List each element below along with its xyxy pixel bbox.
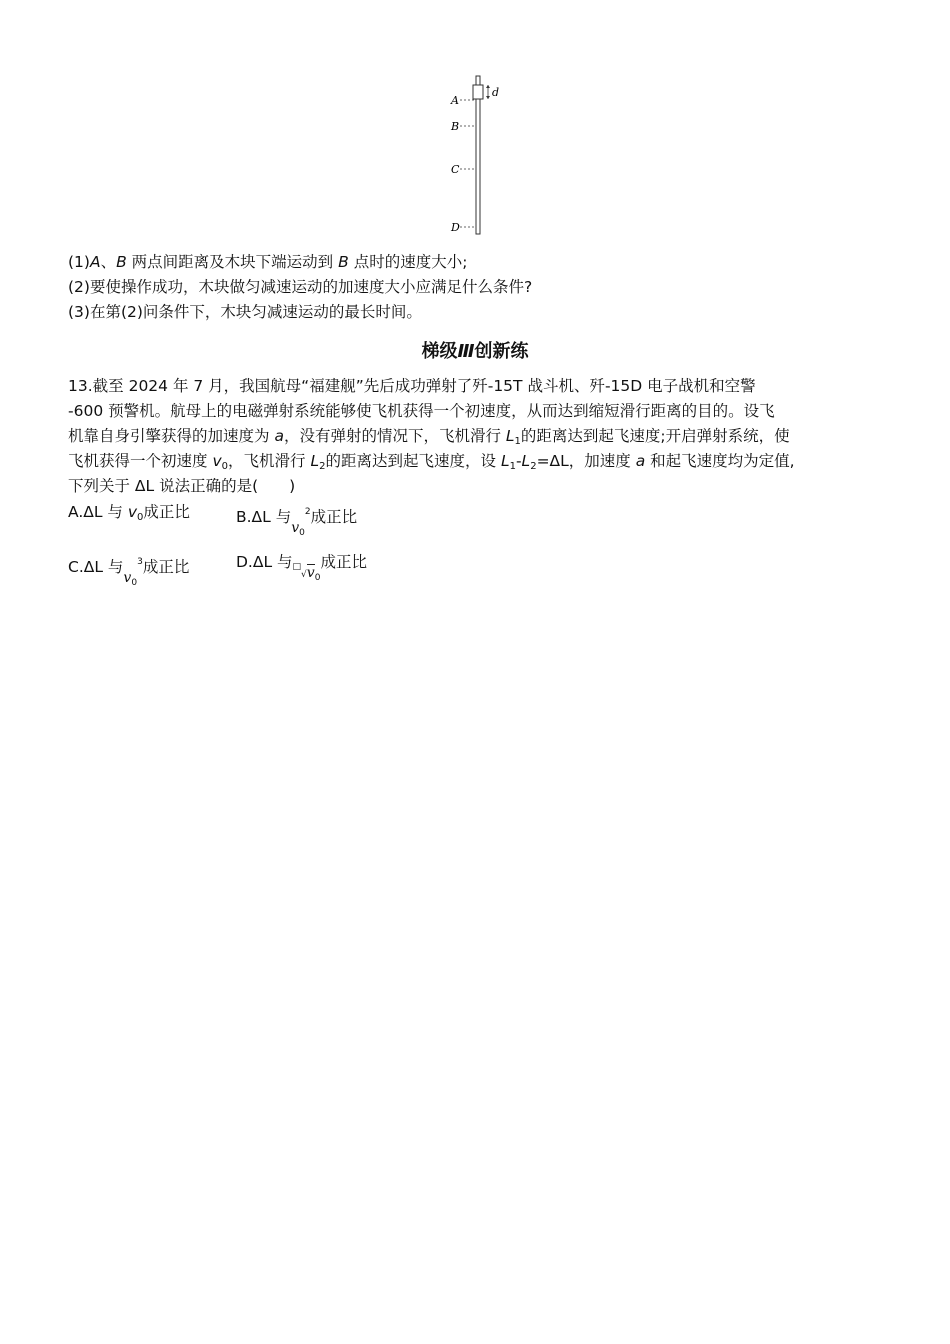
label-d: D <box>451 221 460 234</box>
d-arrow-bottom <box>486 96 490 99</box>
option-d[interactable]: D.ΔL 与$□_√v_0$成正比 <box>236 553 367 583</box>
section-heading: 梯级Ⅲ创新练 <box>421 341 529 362</box>
problem-13-line-1: 13.截至 2024 年 7 月，我国航母“福建舰”先后成功弹射了歼-15T 战斗机、歼-15D 电子战机和空警 <box>68 377 756 395</box>
label-d-dimension: d <box>492 86 500 99</box>
label-b: B <box>451 120 460 133</box>
problem-13-line-2: -600 预警机。航母上的电磁弹射系统能够使飞机获得一个初速度，从而达到缩短滑行距离的目的。设飞 <box>68 402 775 420</box>
d-arrow-top <box>486 85 490 88</box>
option-b[interactable]: B.ΔL 与$v_0^2$成正比 <box>236 507 358 538</box>
label-a: A <box>451 94 459 107</box>
label-c: C <box>451 163 460 176</box>
problem-13-line-5: 下列关于 ΔL 说法正确的是( ) <box>68 477 296 495</box>
option-c[interactable]: C.ΔL 与$v_0^3$成正比 <box>68 557 190 588</box>
question-1: (1)A、B 两点间距离及木块下端运动到 B 点时的速度大小; <box>68 253 468 271</box>
wood-block <box>473 85 483 99</box>
option-a[interactable]: A.ΔL 与 $v_0$成正比 <box>68 503 190 523</box>
vertical-rod <box>476 76 480 234</box>
problem-13-line-4: 飞机获得一个初速度 $v_0$，飞机滑行 $L_2$的距离达到起飞速度，设 $L_1-L_2=\Delta L$，加速度 a 和起飞速度均为定值, <box>68 452 795 472</box>
question-3: (3)在第(2)问条件下，木块匀减速运动的最长时间。 <box>68 303 422 321</box>
problem-13-line-3: 机靠自身引擎获得的加速度为 a，没有弹射的情况下，飞机滑行 $L_1$的距离达到起飞速度;开启弹射系统，使 <box>68 427 790 447</box>
question-2: (2)要使操作成功，木块做匀减速运动的加速度大小应满足什么条件? <box>68 278 533 296</box>
rod-diagram <box>440 72 520 237</box>
